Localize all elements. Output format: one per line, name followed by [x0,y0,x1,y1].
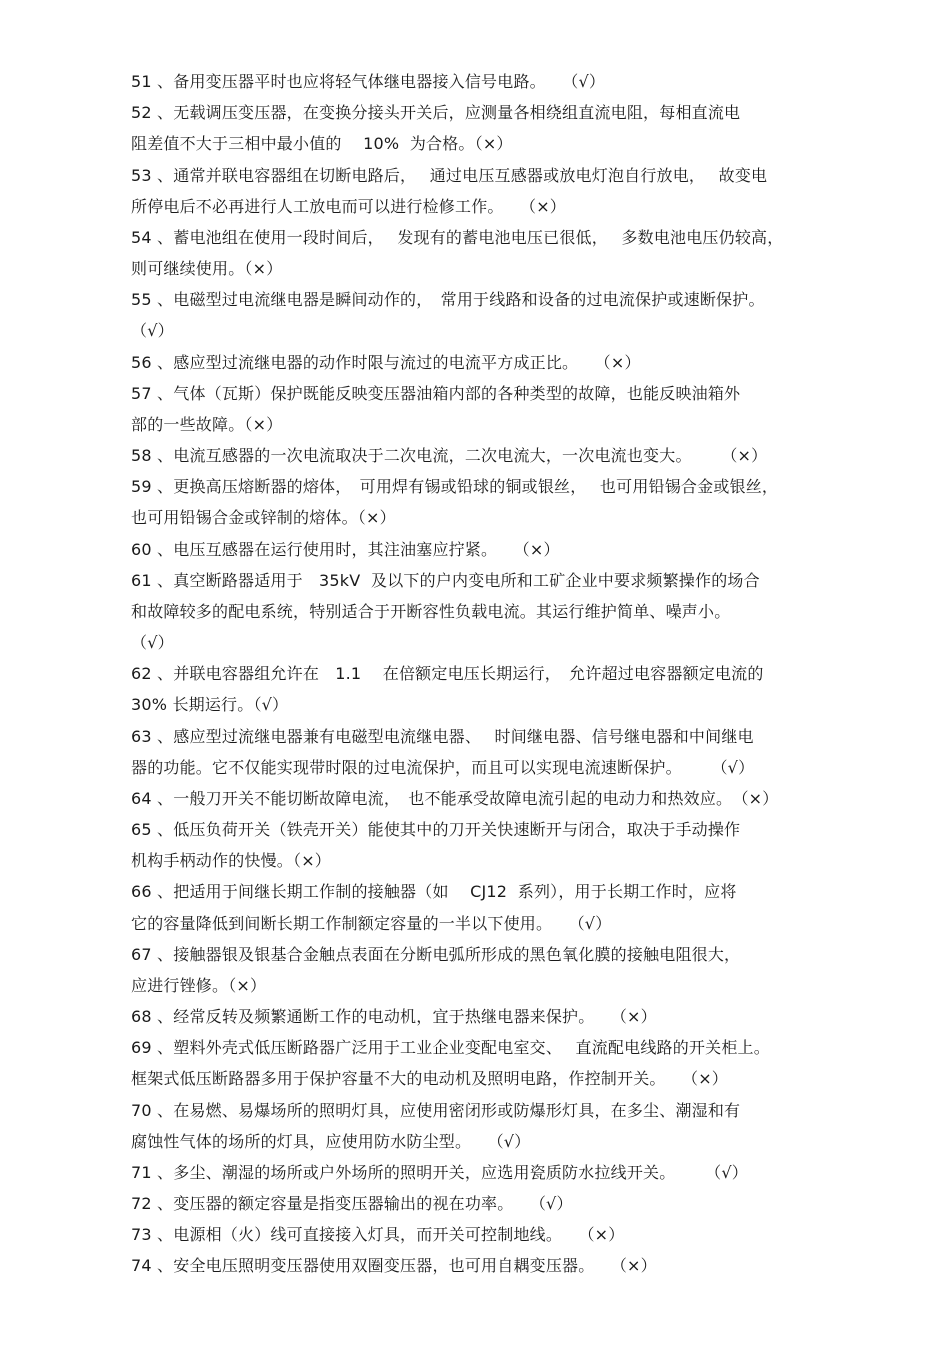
text-line: 和故障较多的配电系统，特别适合于开断容性负载电流。其运行维护简单、噪声小。 [131,602,731,621]
text-line: 54 、蓄电池组在使用一段时间后， 发现有的蓄电池电压已很低， 多数电池电压仍较高， [131,228,784,247]
text-line: 67 、接触器银及银基合金触点表面在分断电弧所形成的黑色氧化膜的接触电阻很大， [131,945,741,964]
text-line: 51 、备用变压器平时也应将轻气体继电器接入信号电路。 （√） [131,72,606,91]
text-line: 73 、电源相（火）线可直接接入灯具，而开关可控制地线。 （×） [131,1225,625,1244]
text-line: 腐蚀性气体的场所的灯具，应使用防水防尘型。 （√） [131,1132,531,1151]
text-line: 71 、多尘、潮湿的场所或户外场所的照明开关，应选用瓷质防水拉线开关。 （√） [131,1163,748,1182]
text-line: 机构手柄动作的快慢。（×） [131,851,332,870]
text-line: 则可继续使用。（×） [131,259,283,278]
text-line: 也可用铅锡合金或锌制的熔体。（×） [131,508,396,527]
text-line: 60 、电压互感器在运行使用时，其注油塞应拧紧。 （×） [131,540,560,559]
text-line: 69 、塑料外壳式低压断路器广泛用于工业企业变配电室交、 直流配电线路的开关柜上。 [131,1038,770,1057]
text-line: 65 、低压负荷开关（铁壳开关）能使其中的刀开关快速断开与闭合，取决于手动操作 [131,820,741,839]
text-line: 器的功能。它不仅能实现带时限的过电流保护，而且可以实现电流速断保护。 （√） [131,758,755,777]
text-line: 它的容量降低到间断长期工作制额定容量的一半以下使用。 （√） [131,914,612,933]
text-line: 应进行锉修。（×） [131,976,267,995]
text-line: 阻差值不大于三相中最小值的 10% 为合格。（×） [131,134,513,153]
text-line: 59 、更换高压熔断器的熔体， 可用焊有锡或铅球的铜或银丝， 也可用铅锡合金或银丝， [131,477,779,496]
text-line: 62 、并联电容器组允许在 1.1 在倍额定电压长期运行， 允许超过电容器额定电流的 [131,664,764,683]
text-line: 57 、气体（瓦斯）保护既能反映变压器油箱内部的各种类型的故障，也能反映油箱外 [131,384,741,403]
text-line: 30% 长期运行。（√） [131,695,289,714]
text-line: 53 、通常并联电容器组在切断电路后， 通过电压互感器或放电灯泡自行放电， 故变电 [131,166,768,185]
text-line: 66 、把适用于间继长期工作制的接触器（如 CJ12 系列），用于长期工作时，应将 [131,882,737,901]
text-line: （√） [131,633,174,652]
text-line: 61 、真空断路器适用于 35kV 及以下的户内变电所和工矿企业中要求频繁操作的场合 [131,571,760,590]
text-line: 框架式低压断路器多用于保护容量不大的电动机及照明电路，作控制开关。 （×） [131,1069,729,1088]
text-line: 72 、变压器的额定容量是指变压器输出的视在功率。 （√） [131,1194,573,1213]
text-line: 63 、感应型过流继电器兼有电磁型电流继电器、 时间继电器、信号继电器和中间继电 [131,727,754,746]
text-line: 所停电后不必再进行人工放电而可以进行检修工作。 （×） [131,197,567,216]
text-line: 52 、无载调压变压器，在变换分接头开关后，应测量各相绕组直流电阻，每相直流电 [131,103,741,122]
text-line: 70 、在易燃、易爆场所的照明灯具，应使用密闭形或防爆形灯具，在多尘、潮湿和有 [131,1101,741,1120]
text-line: （√） [131,321,174,340]
text-line: 68 、经常反转及频繁通断工作的电动机，宜于热继电器来保护。 （×） [131,1007,657,1026]
text-line: 64 、一般刀开关不能切断故障电流， 也不能承受故障电流引起的电动力和热效应。 （×） [131,789,779,808]
text-line: 58 、电流互感器的一次电流取决于二次电流，二次电流大，一次电流也变大。 （×） [131,446,768,465]
text-line: 部的一些故障。（×） [131,415,283,434]
text-line: 74 、安全电压照明变压器使用双圈变压器，也可用自耦变压器。 （×） [131,1256,657,1275]
text-line: 55 、电磁型过电流继电器是瞬间动作的， 常用于线路和设备的过电流保护或速断保护。 [131,290,765,309]
text-line: 56 、感应型过流继电器的动作时限与流过的电流平方成正比。 （×） [131,353,641,372]
